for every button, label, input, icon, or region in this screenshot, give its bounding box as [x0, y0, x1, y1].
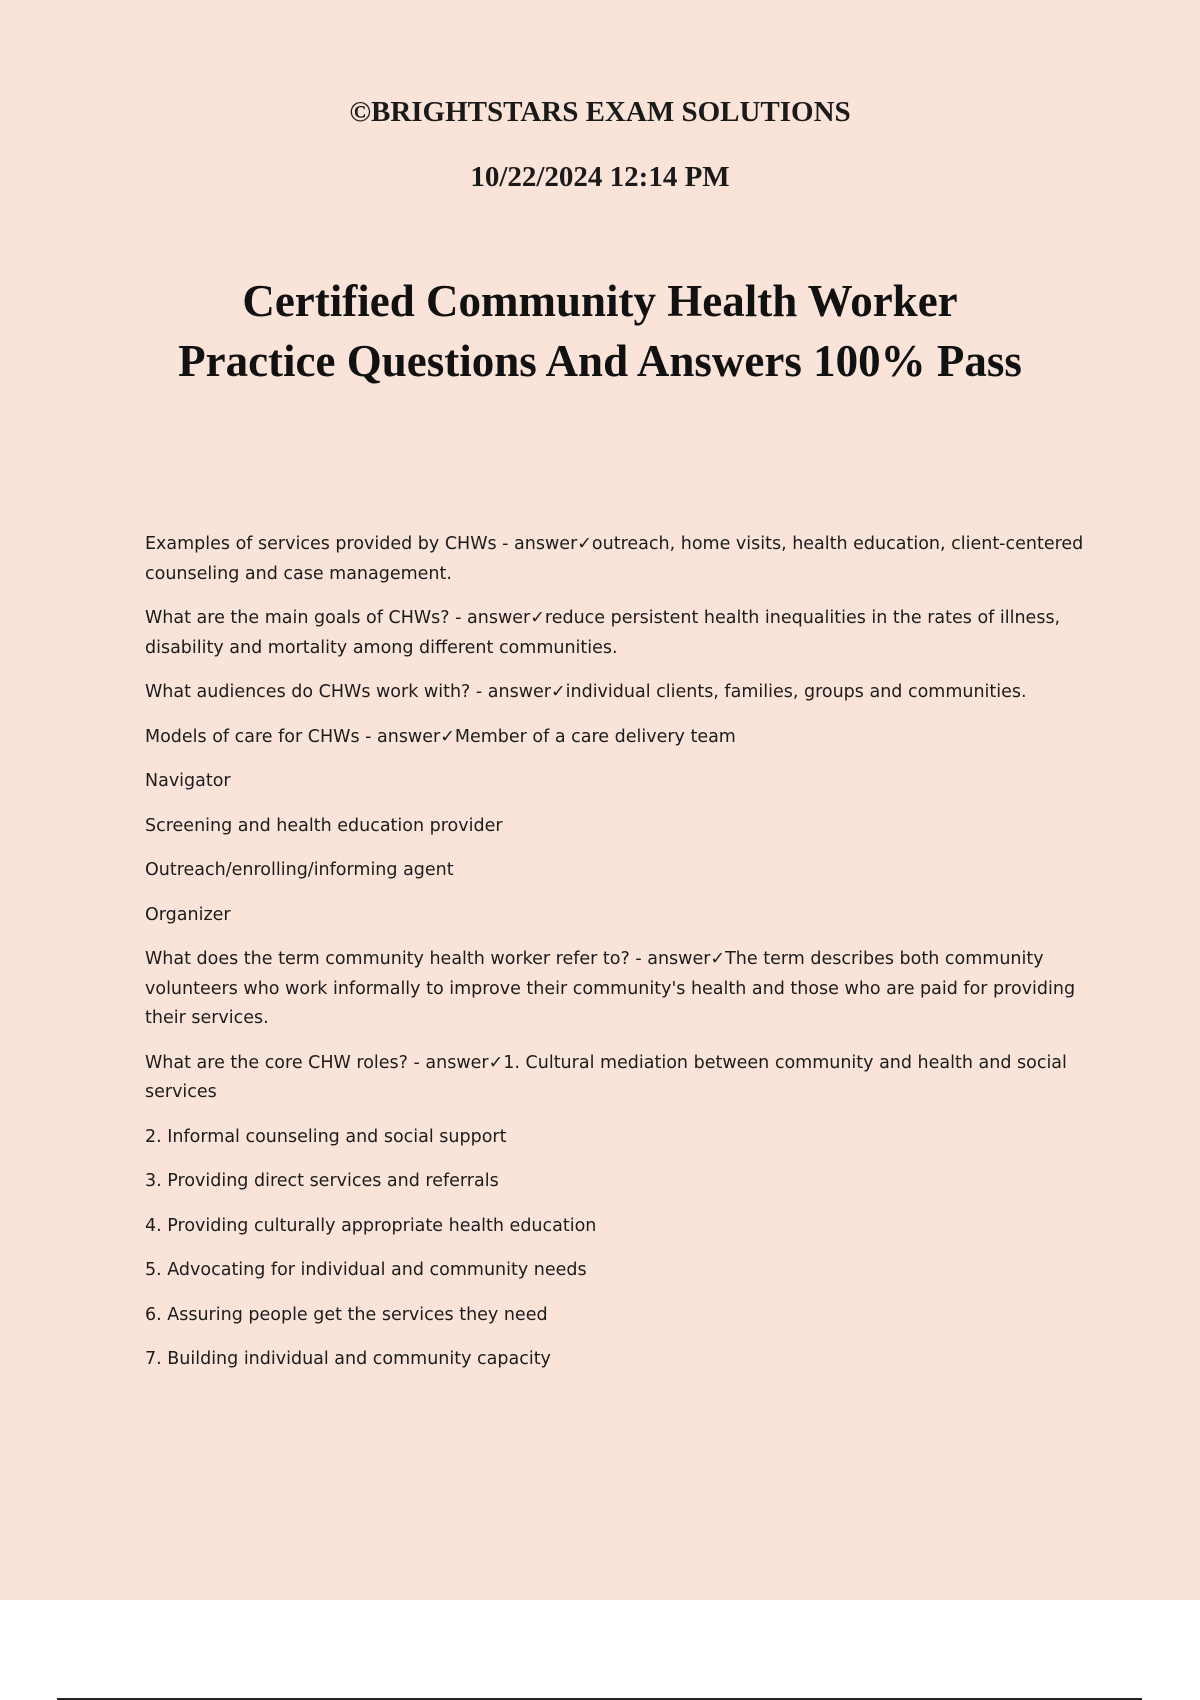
paragraph-1: Examples of services provided by CHWs - answer✓outreach, home visits, health education, client-centered counseling and case management.	[145, 534, 1084, 584]
paragraph-2: What are the main goals of CHWs? - answer✓reduce persistent health inequalities in the rates of illness, disability and mortality among different communities.	[145, 608, 1061, 658]
paragraph-14: 5. Advocating for individual and community needs	[145, 1260, 587, 1280]
paragraph-15: 6. Assuring people get the services they need	[145, 1304, 548, 1325]
paragraph-4: Models of care for CHWs - answer✓Member of a care delivery team	[145, 726, 736, 747]
paragraph-8: Organizer	[145, 904, 231, 925]
paragraph-13: 4. Providing culturally appropriate health education	[145, 1215, 597, 1236]
paragraph-5: Navigator	[145, 771, 231, 791]
title-line-2: Practice Questions And Answers 100% Pass	[178, 336, 1022, 386]
document-title	[0, 271, 1200, 391]
document-datetime: 10/22/2024 12:14 PM	[470, 161, 730, 193]
paragraph-9: What does the term community health worker refer to? - answer✓The term describes both community volunteers who work informally to improve their community's health and those who are paid for providing their services.	[145, 949, 1076, 1028]
paragraph-7: Outreach/enrolling/informing agent	[145, 860, 454, 880]
paragraph-10: What are the core CHW roles? - answer✓1. Cultural mediation between community and health and social services	[145, 1052, 1067, 1102]
paragraph-16: 7. Building individual and community capacity	[145, 1349, 551, 1369]
question-answer-list	[145, 530, 1095, 1390]
title-line-1: Certified Community Health Worker	[242, 276, 958, 326]
paragraph-6: Screening and health education provider	[145, 815, 503, 836]
footer-divider	[57, 1698, 1142, 1700]
paragraph-3: What audiences do CHWs work with? - answer✓individual clients, families, groups and communities.	[145, 682, 1027, 702]
paragraph-12: 3. Providing direct services and referrals	[145, 1171, 499, 1191]
brand-header: ©BRIGHTSTARS EXAM SOLUTIONS	[349, 96, 851, 128]
paragraph-11: 2. Informal counseling and social support	[145, 1126, 507, 1147]
